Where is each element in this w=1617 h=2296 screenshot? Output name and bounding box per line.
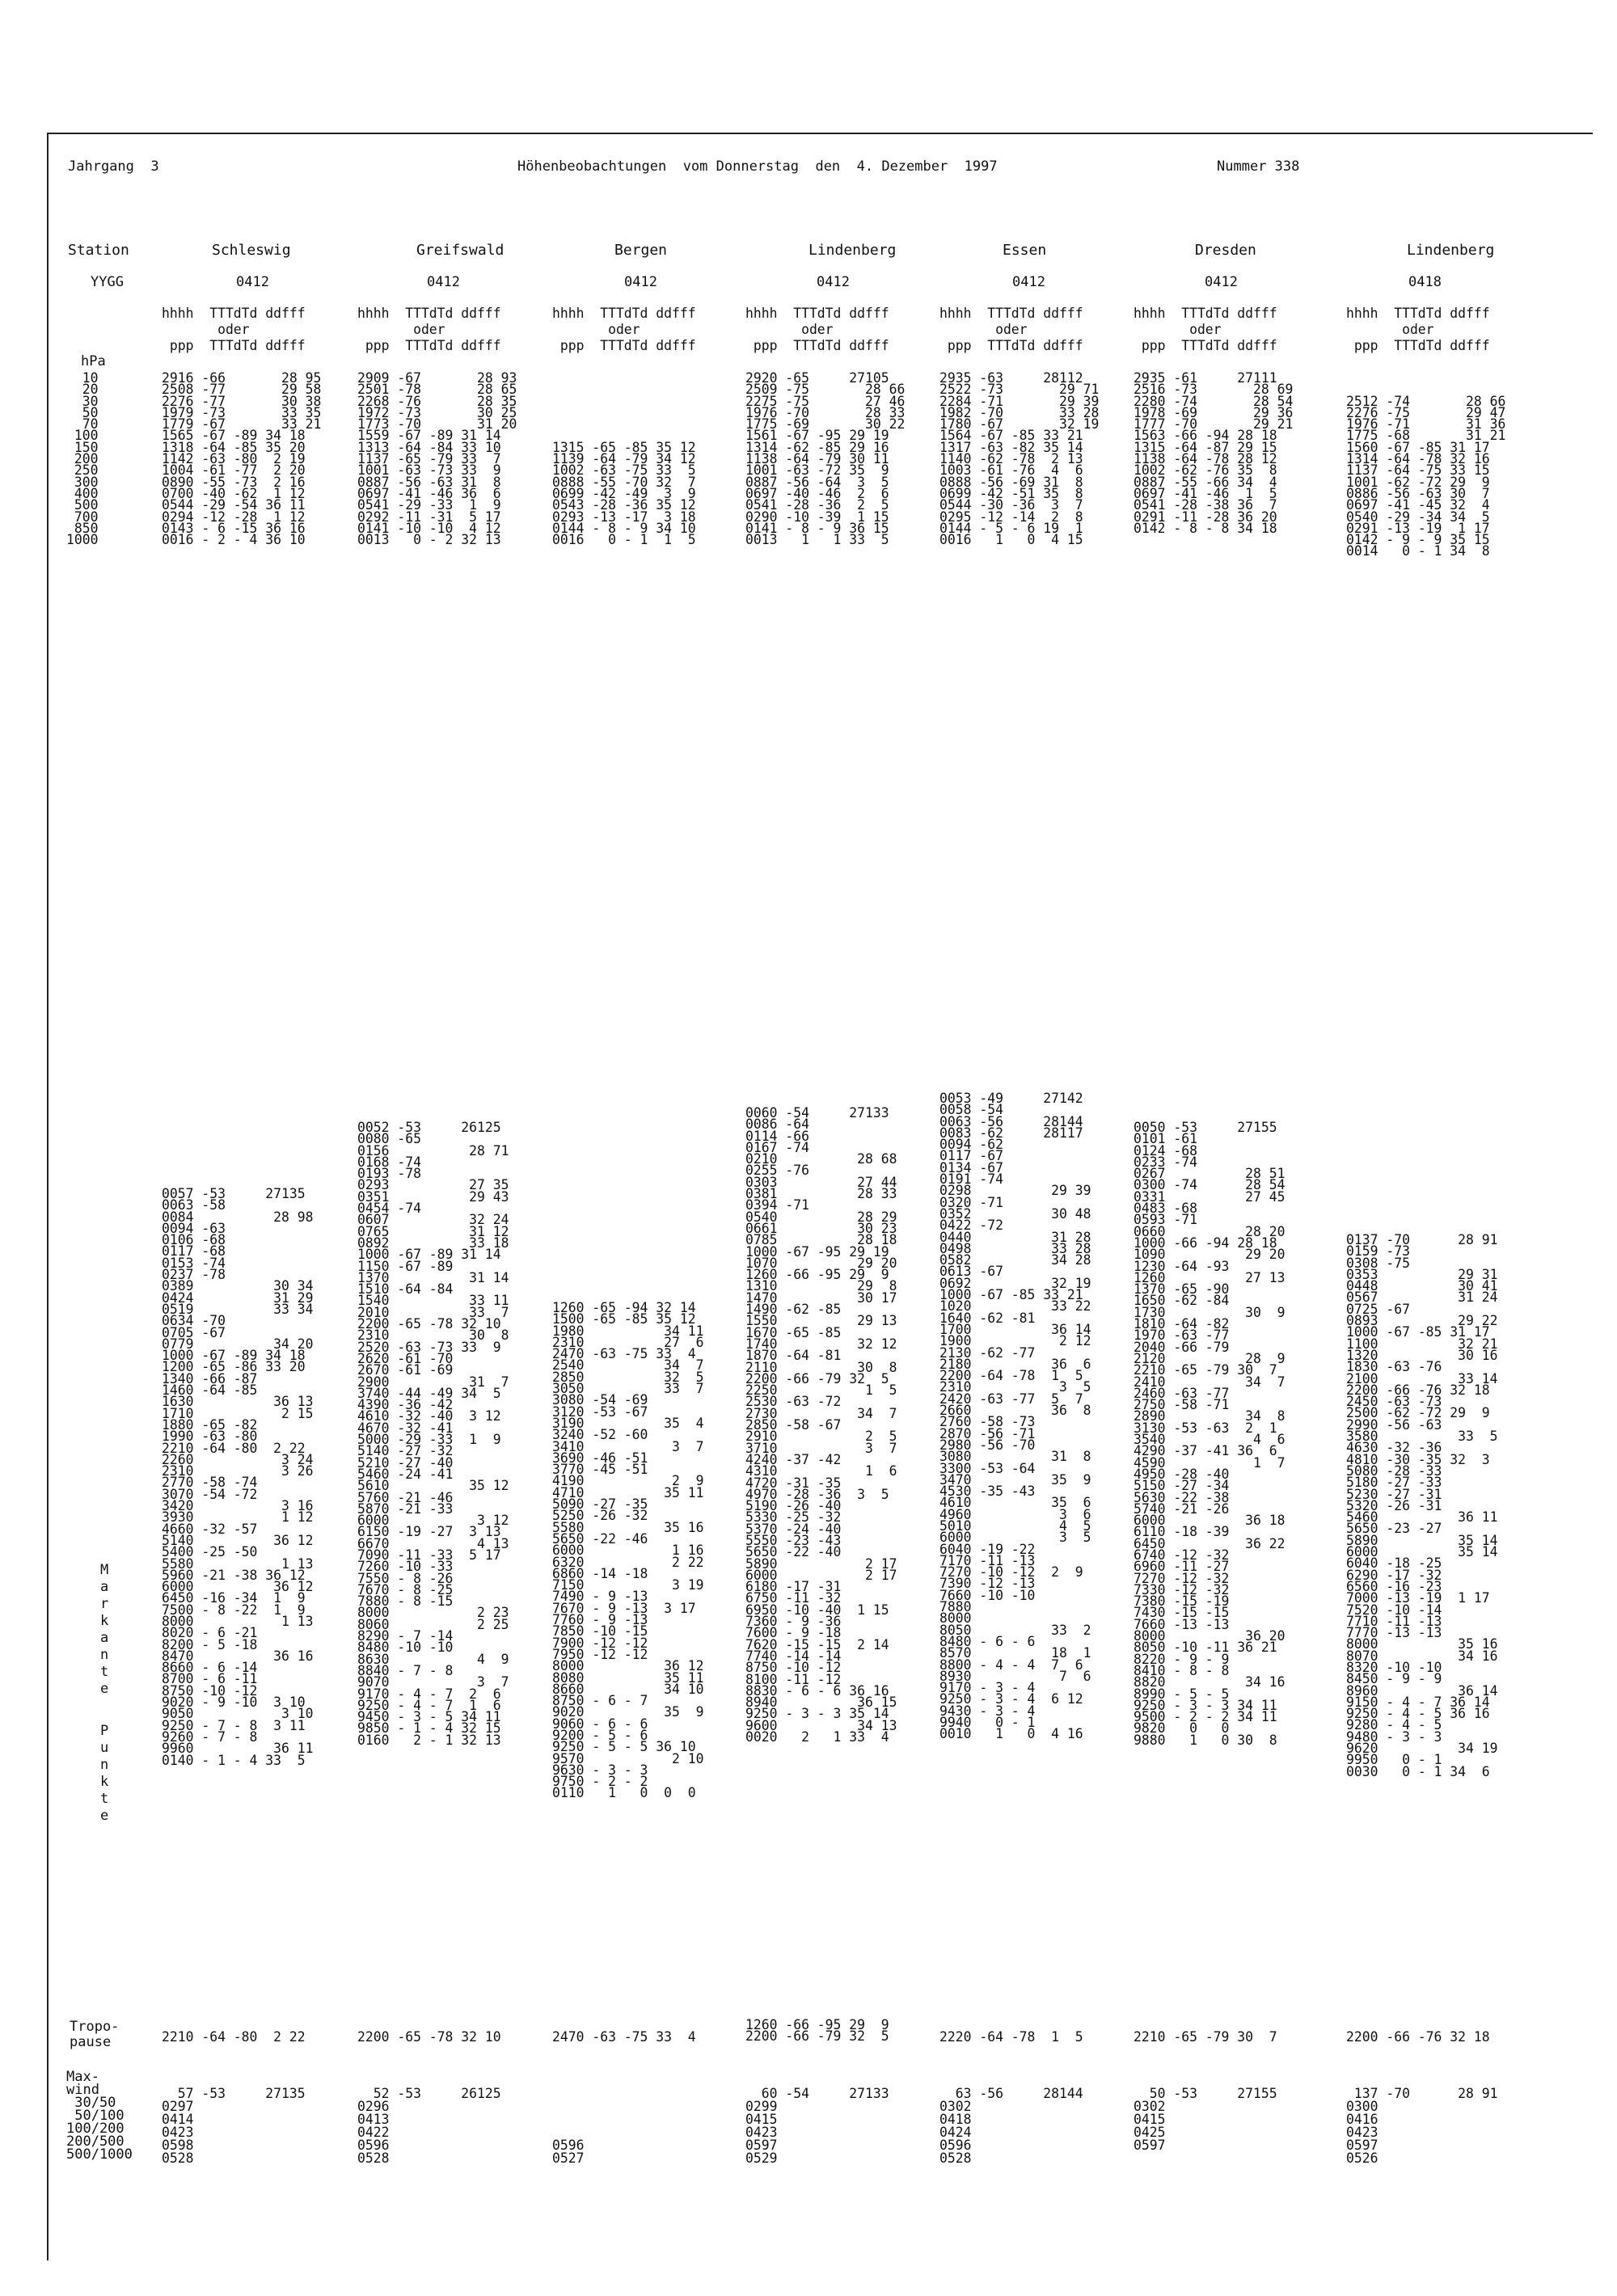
standard-levels: 2909 -67 28 93 2501 -78 28 65 2268 -76 28 35 1972 -73 30 25 1773 -70 31 20 1559 -67 -89 31 14 1313 -64 -84 33 10 1137 -65 -79 33 7 1001 -63 -73 33 9 0887 -56 -63 31 8 0697 -41 -46 36 6 0541 -29 -33 1 9 0292 -11 -31 5 17 0141 -10 -10 4 12 0013 0 - 2 32 13 <box>357 370 517 548</box>
station-yygg: 0412 <box>817 274 850 290</box>
significant-points: 0052 -53 26125 0080 -65 0156 28 71 0168 -74 0193 -78 0293 27 35 0351 29 43 0454 -74 0607 32 24 0765 31 12 0892 33 18 1000 -67 -89 31 14 1150 -67 -89 1370 31 14 1510 -64 -84 1540 33 11 2010 33 7 2200 -65 -78 32 10 2310 30 8 2520 -63 -73 33 9 2620 -61 -70 2670 -61 -69 2900 31 7 3740 -44 -49 34 5 4390 -36 -42 4610 -32 -40 3 12 4670 -32 -41 5000 -29 -33 1 9 5140 -27 -32 5210 -27 -40 5460 -24 -41 5610 35 12 5760 -21 -46 5870 -21 -33 6000 3 12 6150 -19 -27 3 13 6670 4 13 7090 -11 -33 5 17 7260 -10 -33 7550 - 8 -26 7670 - 8 -25 7880 - 8 -15 8000 2 23 8060 2 25 8290 - 7 -14 8480 -10 -10 8630 4 9 8840 - 7 - 8 9070 3 7 9170 - 4 - 7 2 6 9250 - 4 - 7 1 6 9450 - 3 - 5 34 11 9850 - 1 - 4 32 15 0160 2 - 1 32 13 <box>357 1120 509 1748</box>
jahrgang: Jahrgang 3 <box>68 158 159 175</box>
column-header: hhhh TTTdTd ddfff oder ppp TTTdTd ddfff <box>1134 306 1277 353</box>
station-name: Lindenberg <box>1407 242 1495 259</box>
standard-levels: 2916 -66 28 95 2508 -77 29 58 2276 -77 30 38 1979 -73 33 35 1779 -67 33 21 1565 -67 -89 34 18 1318 -64 -85 35 20 1142 -63 -80 2 19 1004 -61 -77 2 20 0890 -55 -73 2 16 0700 -40 -62 1 12 0544 -29 -54 36 11 0294 -12 -28 1 12 0143 - 6 -15 36 16 0016 - 2 - 4 36 10 <box>162 370 322 548</box>
maxwind-values: 0596 0527 <box>552 2138 585 2166</box>
station-name: Greifswald <box>416 242 505 259</box>
column-header: hhhh TTTdTd ddfff oder ppp TTTdTd ddfff <box>162 306 306 353</box>
station-yygg: 0412 <box>1012 274 1045 290</box>
maxwind-values: 50 -53 27155 0302 0415 0425 0597 <box>1134 2086 1277 2153</box>
maxwind-values: 63 -56 28144 0302 0418 0424 0596 0528 <box>939 2086 1083 2166</box>
column-header: hhhh TTTdTd ddfff oder ppp TTTdTd ddfff <box>357 306 501 353</box>
punkte-label: P u n k t e <box>100 1723 109 1824</box>
column-header: hhhh TTTdTd ddfff oder ppp TTTdTd ddfff <box>939 306 1083 353</box>
tropopause-values: 2470 -63 -75 33 4 <box>552 2029 696 2045</box>
markante-label: M a r k a n t e <box>100 1562 109 1697</box>
standard-levels: 2935 -61 27111 2516 -73 28 69 2280 -74 28 54 1978 -69 29 36 1777 -70 29 21 1563 -66 -94 28 18 1315 -64 -87 29 15 1138 -64 -78 28 12 1002 -62 -76 35 8 0887 -55 -66 34 4 0697 -41 -46 1 5 0541 -28 -38 36 7 0291 -11 -28 36 20 0142 - 8 - 8 34 18 <box>1134 370 1294 536</box>
station-name: Schleswig <box>212 242 291 259</box>
station-name: Essen <box>1003 242 1047 259</box>
page-title: Höhenbeobachtungen vom Donnerstag den 4. Dezember 1997 <box>517 158 998 175</box>
station-yygg: 0412 <box>427 274 460 290</box>
column-header: hhhh TTTdTd ddfff oder ppp TTTdTd ddfff <box>1346 306 1490 353</box>
station-name: Bergen <box>614 242 668 259</box>
standard-levels: 2512 -74 28 66 2276 -75 29 47 1976 -71 31 36 1775 -68 31 21 1560 -67 -85 31 17 1314 -64 -78 32 16 1137 -64 -75 33 15 1001 -62 -72 29 9 0886 -56 -63 30 7 0697 -41 -45 32 4 0540 -29 -34 34 5 0291 -13 -19 1 17 0142 - 9 - 9 35 15 0014 0 - 1 34 8 <box>1346 393 1506 559</box>
station-label: Station <box>68 242 129 259</box>
tropopause-values: 1260 -66 -95 29 9 2200 -66 -79 32 5 <box>745 2017 889 2045</box>
tropopause-values: 2220 -64 -78 1 5 <box>939 2029 1083 2045</box>
station-yygg: 0418 <box>1408 274 1442 290</box>
yygg-label: YYGG <box>91 274 124 290</box>
tropopause-values: 2210 -64 -80 2 22 <box>162 2029 306 2045</box>
tropopause-values: 2210 -65 -79 30 7 <box>1134 2029 1277 2045</box>
significant-points: 0050 -53 27155 0101 -61 0124 -68 0233 -74 0267 28 51 0300 -74 28 54 0331 27 45 0483 -68 0593 -71 0660 28 20 1000 -66 -94 28 18 1090 29 20 1230 -64 -93 1260 27 13 1370 -65 -90 1650 -62 -84 1730 30 9 1810 -64 -82 1970 -63 -77 2040 -66 -79 2120 28 9 2210 -65 -79 30 7 2410 34 7 2460 -63 -77 2750 -58 -71 2890 34 8 3130 -53 -63 2 1 3540 4 6 4290 -37 -41 36 6 4590 1 7 4950 -28 -40 5150 -27 -34 5630 -22 -38 5740 -21 -26 6000 36 18 6110 -18 -39 6450 36 22 6740 -12 -32 6960 -11 -27 7270 -12 -32 7330 -12 -32 7380 -15 -19 7430 -15 -15 7660 -13 -13 8000 36 20 8050 -10 -11 36 21 8220 - 9 - 9 8410 - 8 - 8 8820 34 16 8990 - 5 - 5 9250 - 3 - 3 34 11 9500 - 2 - 2 34 11 9820 0 0 9880 1 0 30 8 <box>1134 1120 1286 1748</box>
issue-number: Nummer 338 <box>1217 158 1300 175</box>
maxwind-values: 57 -53 27135 0297 0414 0423 0598 0528 <box>162 2086 306 2166</box>
significant-points: 0057 -53 27135 0063 -58 0084 28 98 0094 -63 0106 -68 0117 -68 0153 -74 0237 -78 0389 30 34 0424 31 29 0519 33 34 0634 -70 0705 -67 0779 34 20 1000 -67 -89 34 18 1200 -65 -86 33 20 1340 -66 -87 1460 -64 -85 1630 36 13 1710 2 15 1880 -65 -82 1990 -63 -80 2210 -64 -80 2 22 2260 3 24 2310 3 26 2770 -58 -74 3070 -54 -72 3420 3 16 3930 1 12 4660 -32 -57 5140 36 12 5400 -25 -50 5580 1 13 5960 -21 -38 36 12 6000 36 12 6450 -16 -34 1 9 7500 - 8 -22 1 9 8000 1 13 8020 - 6 -21 8200 - 5 -18 8470 36 16 8660 - 6 -14 8700 - 6 -11 8750 -10 -12 9020 - 9 -10 3 10 9050 3 10 9250 - 7 - 8 3 11 9260 - 7 - 8 9960 36 11 0140 - 1 - 4 33 5 <box>162 1186 314 1768</box>
standard-levels: 1315 -65 -85 35 12 1139 -64 -79 34 12 1002 -63 -75 33 5 0888 -55 -70 32 7 0699 -42 -49 3 9 0543 -28 -36 35 12 0293 -13 -17 3 18 0144 - 8 - 9 34 10 0016 0 - 1 1 5 <box>552 439 696 548</box>
maxwind-values: 60 -54 27133 0299 0415 0423 0597 0529 <box>745 2086 889 2166</box>
station-name: Dresden <box>1195 242 1256 259</box>
significant-points: 0053 -49 27142 0058 -54 0063 -56 28144 0083 -62 28117 0094 -62 0117 -67 0134 -67 0191 -74 0298 29 39 0320 -71 0352 30 48 0422 -72 0440 31 28 0498 33 28 0582 34 28 0613 -67 0692 32 19 1000 -67 -85 33 21 1020 33 22 1640 -62 -81 1700 36 14 1900 2 12 2130 -62 -77 2180 36 6 2200 -64 -78 1 5 2310 3 5 2420 -63 -77 5 7 2660 36 8 2760 -58 -73 2870 -56 -71 2980 -56 -70 3080 31 8 3300 -53 -64 3470 35 9 4530 -35 -43 4610 35 6 4960 3 6 5010 4 5 6000 3 5 6040 -19 -22 7170 -11 -13 7270 -10 -12 2 9 7390 -12 -13 7660 -10 -10 7880 8000 8050 33 2 8480 - 6 - 6 8570 18 1 8800 - 4 - 4 7 6 8930 7 6 9170 - 3 - 4 9250 - 3 - 4 6 12 9430 - 3 - 4 9940 0 - 1 0010 1 0 4 16 <box>939 1091 1091 1742</box>
station-name: Lindenberg <box>808 242 897 259</box>
significant-points: 0137 -70 28 91 0159 -73 0308 -75 0353 29 31 0448 30 41 0567 31 24 0725 -67 0893 29 22 1000 -67 -85 31 17 1100 32 21 1320 30 16 1830 -63 -76 2100 33 14 2200 -66 -76 32 18 2450 -63 -73 2500 -62 -72 29 9 2990 -56 -63 3580 33 5 4630 -32 -36 4810 -30 -35 32 3 5080 -28 -33 5180 -27 -33 5230 -27 -31 5320 -26 -31 5460 36 11 5650 -23 -27 5890 35 14 6000 35 14 6040 -18 -25 6290 -17 -32 6560 -16 -23 7000 -13 -19 1 17 7520 -10 -14 7710 -11 -13 7770 -13 -13 8000 35 16 8070 34 16 8320 -10 -10 8450 - 9 - 9 8960 36 14 9150 - 4 - 7 36 14 9250 - 4 - 5 36 16 9280 - 4 - 5 9480 - 3 - 3 9620 34 19 9950 0 - 1 0030 0 - 1 34 6 <box>1346 1232 1498 1779</box>
significant-points: 0060 -54 27133 0086 -64 0114 -66 0167 -74 0210 28 68 0255 -76 0303 27 44 0381 28 33 0394 -71 0540 28 29 0661 30 23 0785 28 18 1000 -67 -95 29 19 1070 29 20 1260 -66 -95 29 9 1310 29 8 1470 30 17 1490 -62 -85 1550 29 13 1670 -65 -85 1740 32 12 1870 -64 -81 2110 30 8 2200 -66 -79 32 5 2250 1 5 2530 -63 -72 2730 34 7 2850 -58 -67 2910 2 5 3710 3 7 4240 -37 -42 4310 1 6 4720 -31 -35 4970 -28 -36 3 5 5190 -26 -40 5330 -25 -32 5370 -24 -40 5550 -23 -43 5650 -22 -40 5890 2 17 6000 2 17 6180 -17 -31 6750 -11 -32 6950 -10 -40 1 15 7360 - 9 -36 7600 - 9 -18 7620 -15 -15 2 14 7740 -14 -14 8750 -10 -12 8100 -11 -12 8830 - 6 - 6 36 16 8940 36 15 9250 - 3 - 3 35 14 9600 34 13 0020 2 1 33 4 <box>745 1105 897 1745</box>
pressure-levels: 10 20 30 50 70 100 150 200 250 300 400 500 700 850 1000 <box>66 370 99 548</box>
significant-points: 1260 -65 -94 32 14 1500 -65 -85 35 12 1980 34 11 2310 27 6 2470 -63 -75 33 4 2540 34 7 2850 32 5 3050 33 7 3080 -54 -69 3120 -53 -67 3190 35 4 3240 -52 -60 3410 3 7 3690 -46 -51 3770 -45 -51 4190 2 9 4710 35 11 5090 -27 -35 5250 -26 -32 5580 35 16 5650 -22 -46 6000 1 16 6320 2 22 6860 -14 -18 7150 3 19 7490 - 9 -13 7670 - 9 -13 3 17 7760 - 9 -13 7850 -10 -15 7900 -12 -12 7950 -12 -12 8000 36 12 8080 35 11 8660 34 10 8750 - 6 - 7 9020 35 9 9060 - 6 - 6 9200 - 5 - 6 9250 - 5 - 5 36 10 9570 2 10 9630 - 3 - 3 9750 - 2 - 2 0110 1 0 0 0 <box>552 1300 704 1801</box>
tropopause-values: 2200 -66 -76 32 18 <box>1346 2029 1490 2045</box>
standard-levels: 2920 -65 27105 2509 -75 28 66 2275 -75 27 46 1976 -70 28 33 1775 -69 30 22 1561 -67 -95 29 19 1314 -62 -85 29 16 1138 -64 -79 30 11 1001 -63 -72 35 9 0887 -56 -64 3 5 0697 -40 -46 2 6 0541 -28 -36 2 5 0290 -10 -39 1 15 0141 - 8 - 9 36 15 0013 1 1 33 5 <box>745 370 906 548</box>
tropopause-values: 2200 -65 -78 32 10 <box>357 2029 501 2045</box>
station-yygg: 0412 <box>236 274 269 290</box>
maxwind-label: Max- wind 30/50 50/100 100/200 200/500 500/1000 <box>66 2069 133 2163</box>
hpa-label: hPa <box>81 353 106 369</box>
maxwind-values: 137 -70 28 91 0300 0416 0423 0597 0526 <box>1346 2086 1498 2166</box>
station-yygg: 0412 <box>624 274 657 290</box>
station-yygg: 0412 <box>1205 274 1238 290</box>
standard-levels: 2935 -63 28112 2522 -73 29 71 2284 -71 29 39 1982 -70 33 28 1780 -67 32 19 1564 -67 -85 33 21 1317 -63 -82 35 14 1140 -62 -78 2 13 1003 -61 -76 4 6 0888 -56 -69 31 8 0699 -42 -51 35 8 0544 -30 -36 3 7 0295 -12 -14 2 8 0144 - 5 - 6 19 1 0016 1 0 4 15 <box>939 370 1100 548</box>
column-header: hhhh TTTdTd ddfff oder ppp TTTdTd ddfff <box>745 306 889 353</box>
tropopause-label: Tropo- pause <box>70 2019 120 2050</box>
maxwind-values: 52 -53 26125 0296 0413 0422 0596 0528 <box>357 2086 501 2166</box>
column-header: hhhh TTTdTd ddfff oder ppp TTTdTd ddfff <box>552 306 696 353</box>
